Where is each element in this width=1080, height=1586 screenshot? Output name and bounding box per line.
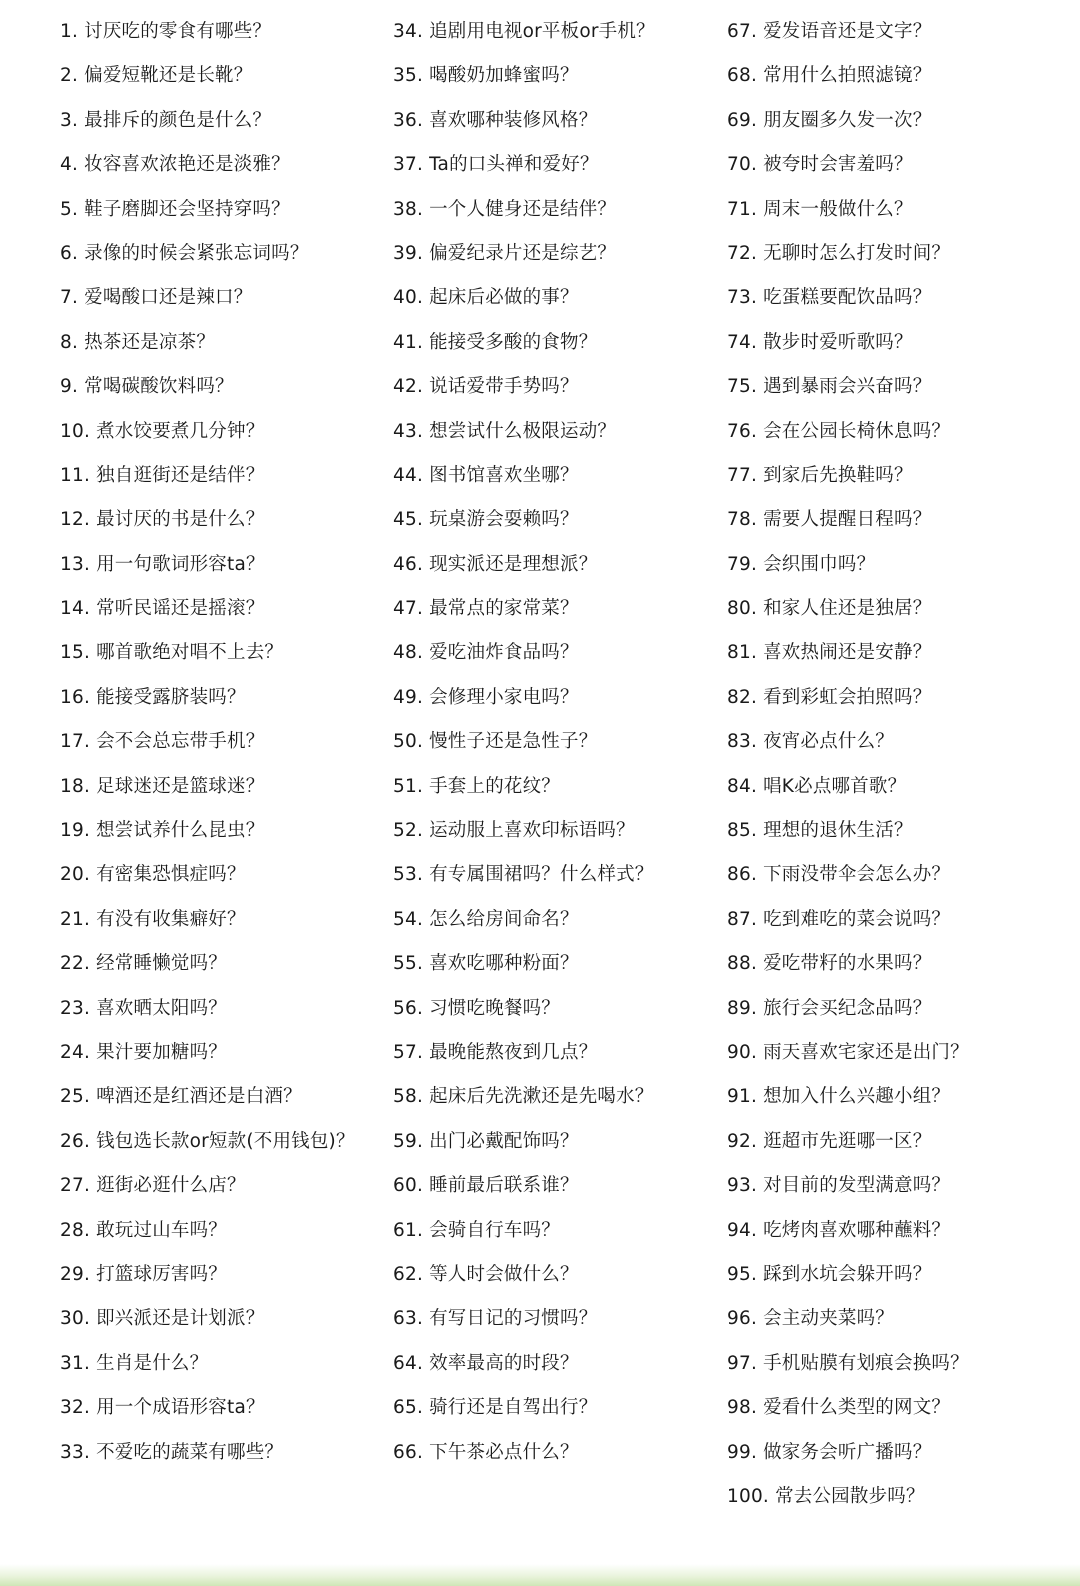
question-item: 10. 煮水饺要煮几分钟？ xyxy=(60,420,265,442)
question-item: 3. 最排斥的颜色是什么？ xyxy=(60,109,272,131)
question-item: 1. 讨厌吃的零食有哪些？ xyxy=(60,21,272,42)
question-item: 90. 雨天喜欢宅家还是出门？ xyxy=(727,1041,969,1063)
question-item: 14. 常听民谣还是摇滚？ xyxy=(60,598,265,620)
question-column-3 xyxy=(727,10,1057,1519)
question-item: 75. 遇到暴雨会兴奋吗？ xyxy=(727,376,932,398)
question-item: 18. 足球迷还是篮球迷？ xyxy=(60,775,265,797)
question-item: 84. 唱K必点哪首歌？ xyxy=(727,775,907,797)
question-item: 41. 能接受多酸的食物？ xyxy=(393,331,598,353)
question-item: 7. 爱喝酸口还是辣口？ xyxy=(60,287,253,309)
question-item: 54. 怎么给房间命名？ xyxy=(393,908,579,930)
question-item: 12. 最讨厌的书是什么？ xyxy=(60,509,265,531)
question-item: 73. 吃蛋糕要配饮品吗？ xyxy=(727,287,932,309)
question-item: 45. 玩桌游会耍赖吗？ xyxy=(393,509,579,531)
question-item: 82. 看到彩虹会拍照吗？ xyxy=(727,686,932,708)
question-item: 100. 常去公园散步吗？ xyxy=(727,1485,925,1507)
question-item: 99. 做家务会听广播吗？ xyxy=(727,1441,932,1463)
question-item: 36. 喜欢哪种装修风格？ xyxy=(393,109,598,131)
question-item: 48. 爱吃油炸食品吗？ xyxy=(393,642,579,664)
question-item: 29. 打篮球厉害吗？ xyxy=(60,1263,228,1285)
question-item: 83. 夜宵必点什么？ xyxy=(727,731,895,753)
question-item: 61. 会骑自行车吗？ xyxy=(393,1219,561,1241)
question-item: 33. 不爱吃的蔬菜有哪些？ xyxy=(60,1441,284,1463)
question-item: 40. 起床后必做的事？ xyxy=(393,287,579,309)
question-item: 58. 起床后先洗漱还是先喝水？ xyxy=(393,1086,654,1108)
question-item: 13. 用一句歌词形容ta？ xyxy=(60,553,265,575)
question-item: 85. 理想的退休生活？ xyxy=(727,820,913,842)
question-item: 16. 能接受露脐装吗？ xyxy=(60,686,246,708)
question-item: 31. 生肖是什么？ xyxy=(60,1352,209,1374)
question-item: 80. 和家人住还是独居？ xyxy=(727,598,932,620)
question-item: 49. 会修理小家电吗？ xyxy=(393,686,579,708)
question-item: 57. 最晚能熬夜到几点？ xyxy=(393,1041,598,1063)
question-item: 64. 效率最高的时段？ xyxy=(393,1352,579,1374)
question-item: 88. 爱吃带籽的水果吗？ xyxy=(727,953,932,975)
question-item: 98. 爱看什么类型的网文？ xyxy=(727,1397,951,1419)
question-item: 39. 偏爱纪录片还是综艺？ xyxy=(393,242,617,264)
question-item: 26. 钱包选长款or短款(不用钱包)？ xyxy=(60,1130,355,1152)
question-item: 95. 踩到水坑会躲开吗？ xyxy=(727,1263,932,1285)
question-item: 19. 想尝试养什么昆虫？ xyxy=(60,820,265,842)
question-item: 59. 出门必戴配饰吗？ xyxy=(393,1130,579,1152)
question-item: 56. 习惯吃晚餐吗？ xyxy=(393,997,561,1019)
question-item: 89. 旅行会买纪念品吗？ xyxy=(727,997,932,1019)
question-item: 63. 有写日记的习惯吗？ xyxy=(393,1308,598,1330)
question-item: 27. 逛街必逛什么店？ xyxy=(60,1175,246,1197)
question-item: 55. 喜欢吃哪种粉面？ xyxy=(393,953,579,975)
question-item: 77. 到家后先换鞋吗？ xyxy=(727,464,913,486)
question-item: 43. 想尝试什么极限运动？ xyxy=(393,420,617,442)
question-item: 32. 用一个成语形容ta？ xyxy=(60,1397,265,1419)
question-item: 5. 鞋子磨脚还会坚持穿吗？ xyxy=(60,198,290,220)
question-item: 92. 逛超市先逛哪一区？ xyxy=(727,1130,932,1152)
question-item: 97. 手机贴膜有划痕会换吗？ xyxy=(727,1352,969,1374)
question-item: 4. 妆容喜欢浓艳还是淡雅？ xyxy=(60,154,290,176)
question-item: 79. 会织围巾吗？ xyxy=(727,553,876,575)
question-item: 78. 需要人提醒日程吗？ xyxy=(727,509,932,531)
question-item: 91. 想加入什么兴趣小组？ xyxy=(727,1086,951,1108)
question-item: 8. 热茶还是凉茶？ xyxy=(60,331,216,353)
question-item: 22. 经常睡懒觉吗？ xyxy=(60,953,228,975)
question-item: 67. 爱发语音还是文字？ xyxy=(727,21,932,42)
question-item: 60. 睡前最后联系谁？ xyxy=(393,1175,579,1197)
question-item: 9. 常喝碳酸饮料吗？ xyxy=(60,376,234,398)
question-item: 93. 对目前的发型满意吗？ xyxy=(727,1175,951,1197)
question-item: 53. 有专属围裙吗？什么样式？ xyxy=(393,864,654,886)
question-item: 66. 下午茶必点什么？ xyxy=(393,1441,579,1463)
question-item: 87. 吃到难吃的菜会说吗？ xyxy=(727,908,951,930)
question-item: 21. 有没有收集癖好？ xyxy=(60,908,246,930)
question-item: 70. 被夸时会害羞吗？ xyxy=(727,154,913,176)
question-item: 34. 追剧用电视or平板or手机？ xyxy=(393,21,655,42)
question-item: 6. 录像的时候会紧张忘词吗？ xyxy=(60,242,309,264)
bottom-green-band xyxy=(0,1564,1080,1586)
question-item: 38. 一个人健身还是结伴？ xyxy=(393,198,617,220)
question-item: 46. 现实派还是理想派？ xyxy=(393,553,598,575)
question-item: 68. 常用什么拍照滤镜？ xyxy=(727,65,932,87)
question-item: 42. 说话爱带手势吗？ xyxy=(393,376,579,398)
question-item: 72. 无聊时怎么打发时间？ xyxy=(727,242,951,264)
question-item: 71. 周末一般做什么？ xyxy=(727,198,913,220)
question-item: 51. 手套上的花纹？ xyxy=(393,775,561,797)
question-item: 74. 散步时爱听歌吗？ xyxy=(727,331,913,353)
question-item: 37. Ta的口头禅和爱好？ xyxy=(393,154,599,176)
question-column-1 xyxy=(60,10,390,1475)
question-item: 35. 喝酸奶加蜂蜜吗？ xyxy=(393,65,579,87)
question-item: 17. 会不会总忘带手机？ xyxy=(60,731,265,753)
question-item: 52. 运动服上喜欢印标语吗？ xyxy=(393,820,635,842)
question-item: 62. 等人时会做什么？ xyxy=(393,1263,579,1285)
question-item: 23. 喜欢晒太阳吗？ xyxy=(60,997,228,1019)
question-item: 69. 朋友圈多久发一次？ xyxy=(727,109,932,131)
question-item: 15. 哪首歌绝对唱不上去？ xyxy=(60,642,284,664)
question-item: 65. 骑行还是自驾出行？ xyxy=(393,1397,598,1419)
question-column-2 xyxy=(393,10,723,1475)
question-item: 76. 会在公园长椅休息吗？ xyxy=(727,420,951,442)
question-item: 20. 有密集恐惧症吗？ xyxy=(60,864,246,886)
question-item: 44. 图书馆喜欢坐哪？ xyxy=(393,464,579,486)
question-item: 86. 下雨没带伞会怎么办？ xyxy=(727,864,951,886)
question-item: 50. 慢性子还是急性子？ xyxy=(393,731,598,753)
question-item: 28. 敢玩过山车吗？ xyxy=(60,1219,228,1241)
question-item: 11. 独自逛街还是结伴？ xyxy=(60,464,265,486)
question-item: 2. 偏爱短靴还是长靴？ xyxy=(60,65,253,87)
question-item: 94. 吃烤肉喜欢哪种蘸料？ xyxy=(727,1219,951,1241)
question-item: 96. 会主动夹菜吗？ xyxy=(727,1308,895,1330)
question-item: 25. 啤酒还是红酒还是白酒？ xyxy=(60,1086,302,1108)
question-item: 30. 即兴派还是计划派？ xyxy=(60,1308,265,1330)
question-item: 24. 果汁要加糖吗？ xyxy=(60,1041,228,1063)
question-item: 47. 最常点的家常菜？ xyxy=(393,598,579,620)
question-item: 81. 喜欢热闹还是安静？ xyxy=(727,642,932,664)
